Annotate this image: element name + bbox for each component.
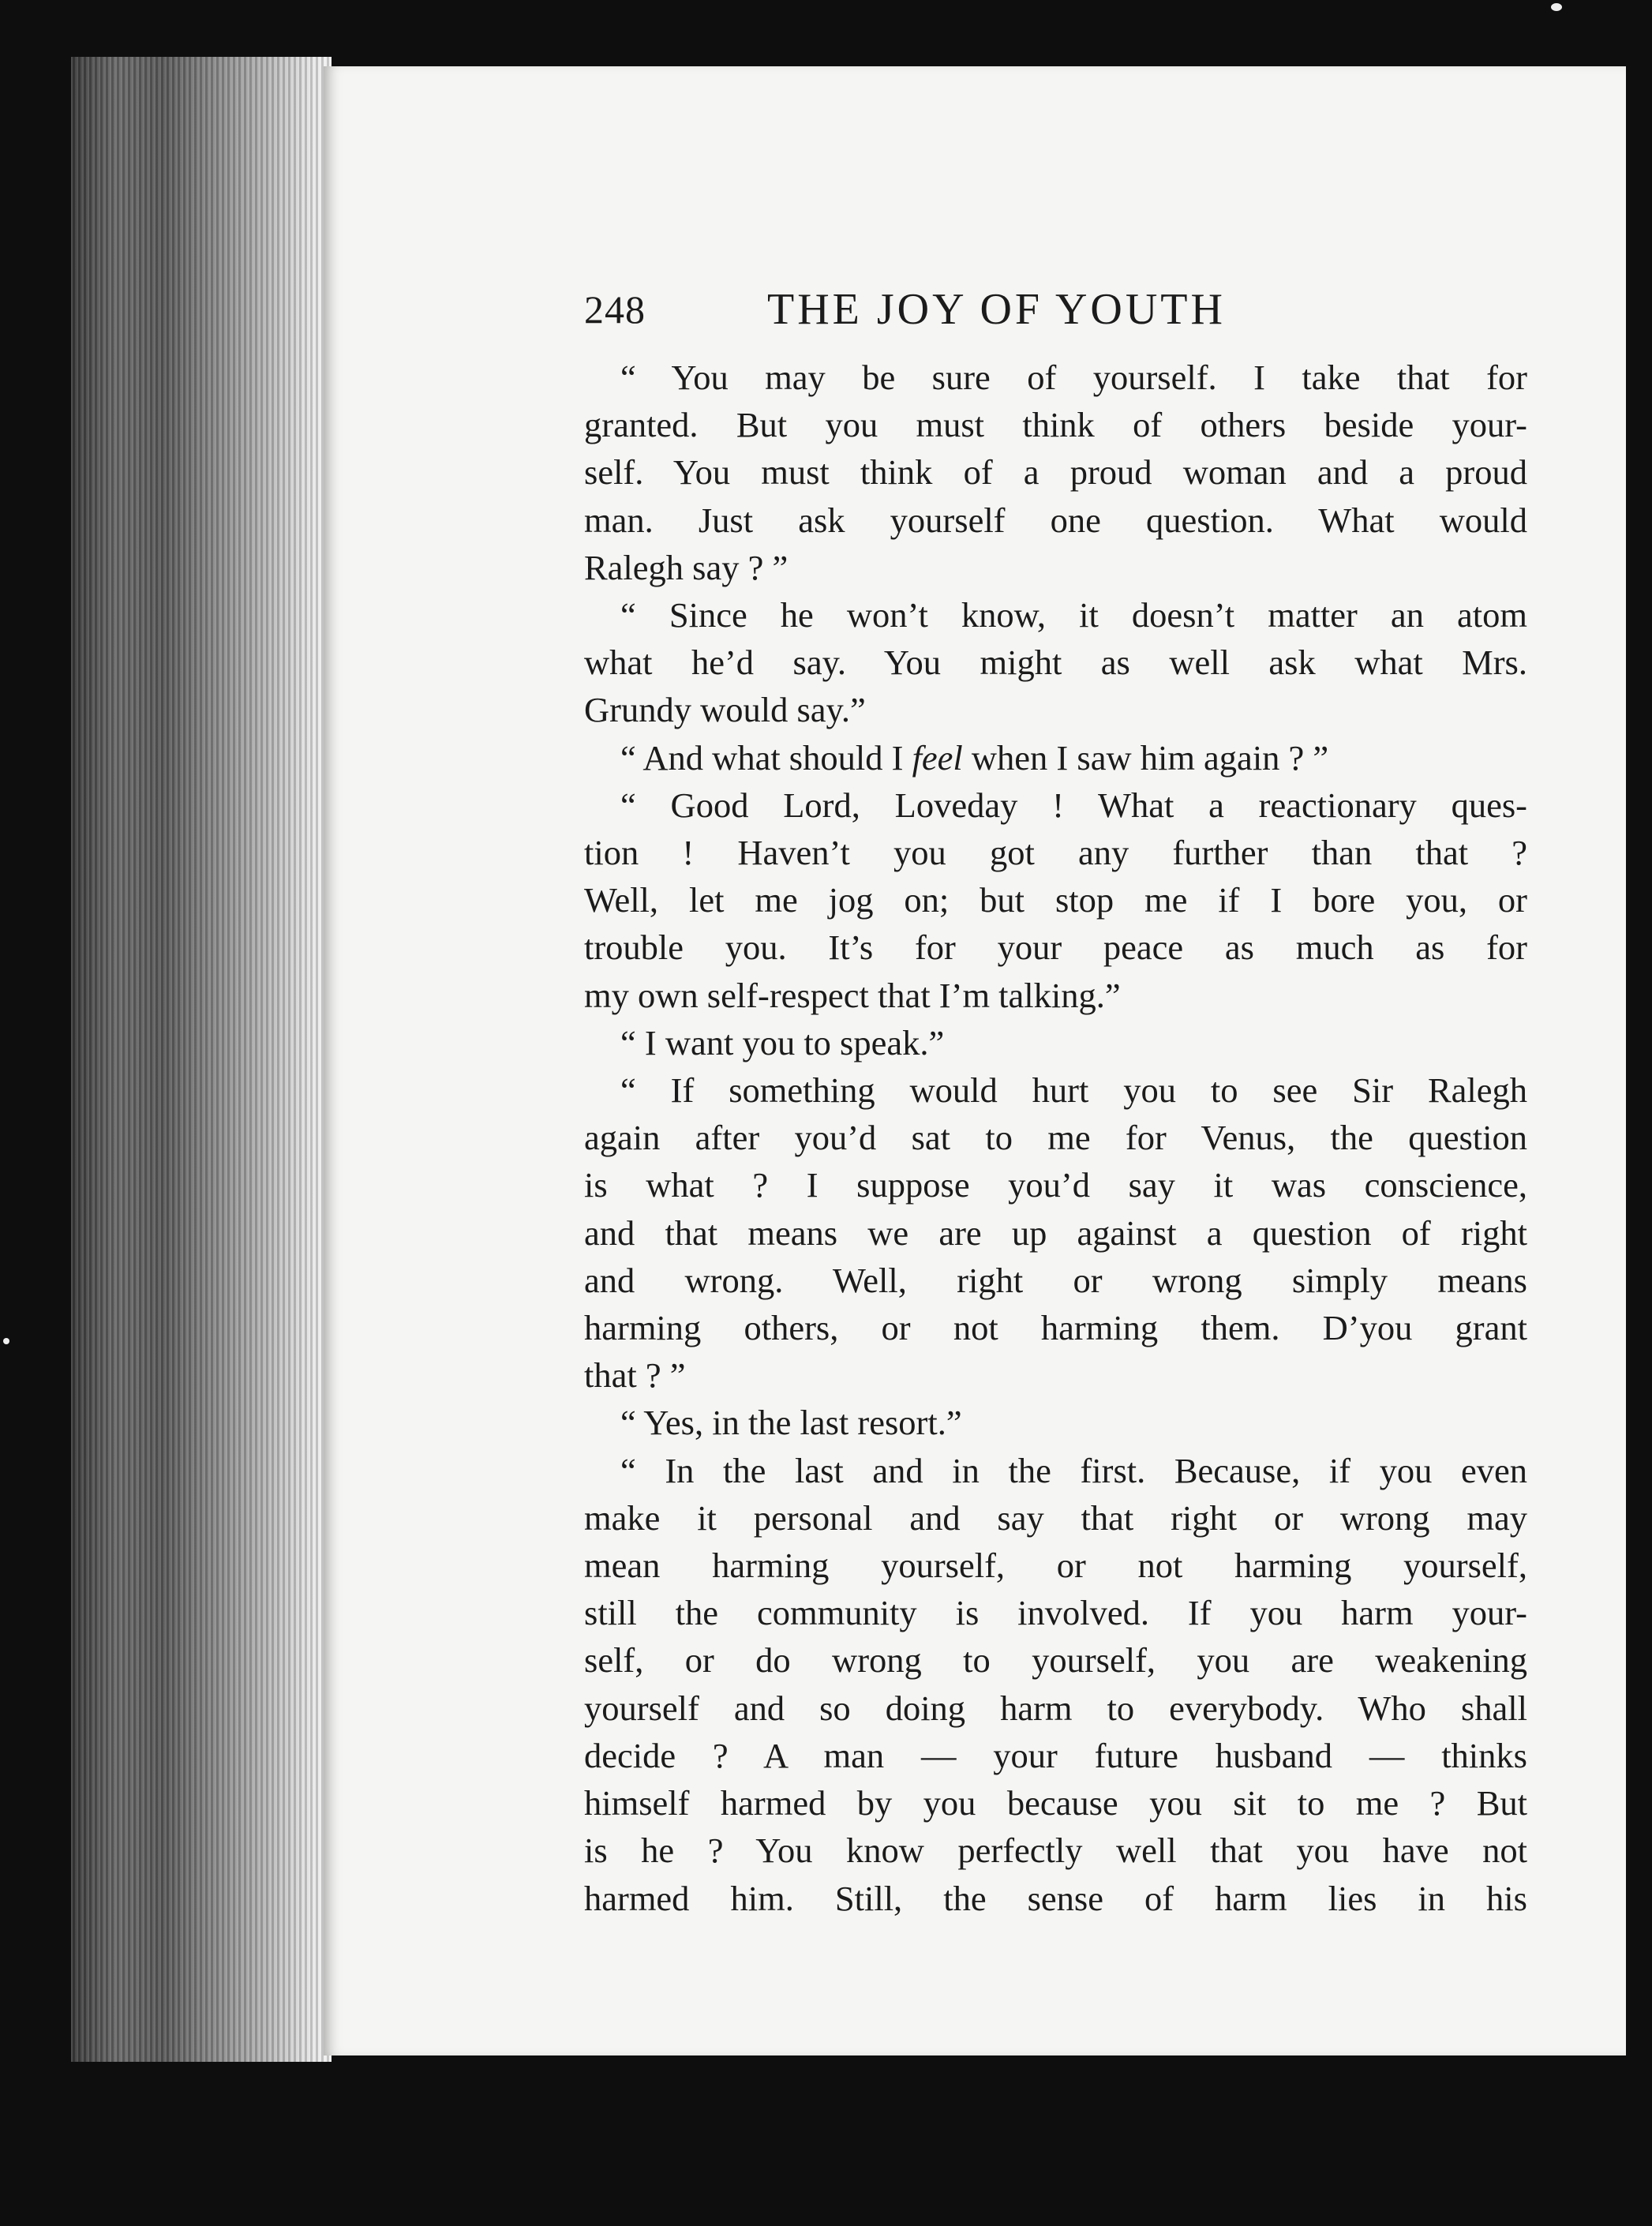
page-text-block — [584, 270, 1527, 1922]
running-title: THE JOY OF YOUTH — [767, 285, 1226, 334]
paragraph — [584, 1447, 1527, 1922]
book-page-edge — [71, 57, 332, 2062]
text-line: is he ? You know perfectly well that you have not — [584, 1831, 1527, 1871]
text-line: himself harmed by you because you sit to me ? But — [584, 1783, 1527, 1823]
text-line: “ In the last and in the first. Because, if you even — [620, 1450, 1527, 1490]
text-line: yourself and so doing harm to everybody. Who shall — [584, 1688, 1527, 1728]
paragraph — [584, 1399, 1527, 1446]
text-line: “ Yes, in the last resort.” — [620, 1403, 962, 1443]
text-line: self. You must think of a proud woman and a proud — [584, 452, 1527, 493]
text-run: “ And what should I — [620, 737, 912, 778]
text-line: and that means we are up against a question of right — [584, 1212, 1527, 1253]
text-line: granted. But you must think of others beside your- — [584, 405, 1527, 445]
text-line: still the community is involved. If you harm your- — [584, 1593, 1527, 1633]
text-line: make it personal and say that right or wrong may — [584, 1497, 1527, 1538]
text-line: “ Good Lord, Loveday ! What a reactionary ques- — [620, 785, 1527, 825]
text-line: what he’d say. You might as well ask what Mrs. — [584, 643, 1527, 683]
dust-speck — [3, 1338, 9, 1344]
italic-word: feel — [912, 737, 963, 778]
text-line: Grundy would say.” — [584, 690, 866, 730]
text-line: “ Since he won’t know, it doesn’t matter an atom — [620, 595, 1527, 635]
text-line: “ If something would hurt you to see Sir Ralegh — [620, 1070, 1527, 1111]
text-line: and wrong. Well, right or wrong simply means — [584, 1260, 1527, 1300]
dust-speck — [1551, 3, 1562, 11]
text-run: when I saw him again ? ” — [962, 737, 1329, 778]
paragraph — [584, 591, 1527, 734]
page-number: 248 — [584, 287, 646, 332]
text-line: trouble you. It’s for your peace as much as for — [584, 928, 1527, 968]
text-line: man. Just ask yourself one question. What would — [584, 500, 1527, 540]
text-line: decide ? A man — your future husband — thinks — [584, 1735, 1527, 1775]
text-line: harming others, or not harming them. D’you grant — [584, 1308, 1527, 1348]
book-page — [324, 66, 1626, 2055]
paragraph — [584, 354, 1527, 591]
body-text — [584, 354, 1527, 1922]
text-line: my own self-respect that I’m talking.” — [584, 975, 1121, 1015]
text-line: harmed him. Still, the sense of harm lies in his — [584, 1878, 1527, 1918]
text-line: mean harming yourself, or not harming yourself, — [584, 1546, 1527, 1586]
text-line: Ralegh say ? ” — [584, 547, 789, 587]
text-line: again after you’d sat to me for Venus, the question — [584, 1118, 1527, 1158]
paragraph — [584, 1019, 1527, 1066]
text-line: Well, let me jog on; but stop me if I bore you, or — [584, 880, 1527, 920]
paragraph — [584, 1066, 1527, 1399]
paragraph — [584, 781, 1527, 1019]
text-line: that ? ” — [584, 1355, 686, 1396]
running-head — [584, 270, 1527, 349]
text-line: is what ? I suppose you’d say it was conscience, — [584, 1165, 1527, 1205]
paragraph — [584, 734, 1527, 781]
text-line: “ I want you to speak.” — [620, 1022, 945, 1062]
text-line: self, or do wrong to yourself, you are weakening — [584, 1640, 1527, 1681]
text-line: “ You may be sure of yourself. I take that for — [620, 358, 1527, 397]
text-line — [584, 734, 1527, 781]
text-line: tion ! Haven’t you got any further than that ? — [584, 833, 1527, 873]
